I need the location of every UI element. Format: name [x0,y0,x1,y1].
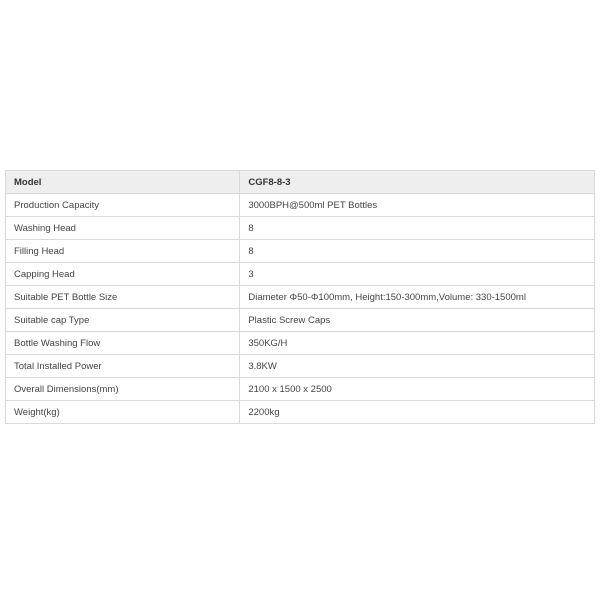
row-value: 8 [240,217,595,240]
row-value: 350KG/H [240,332,595,355]
row-label: Suitable cap Type [6,309,240,332]
row-label: Filling Head [6,240,240,263]
row-label: Capping Head [6,263,240,286]
row-label: Overall Dimensions(mm) [6,378,240,401]
row-label: Washing Head [6,217,240,240]
table-row [6,378,595,401]
row-value: 3 [240,263,595,286]
table-row [6,217,595,240]
row-value: 2100 x 1500 x 2500 [240,378,595,401]
row-value: 2200kg [240,401,595,424]
row-label: Total Installed Power [6,355,240,378]
table-row [6,240,595,263]
table-row [6,309,595,332]
row-label: Suitable PET Bottle Size [6,286,240,309]
row-value: 3000BPH@500ml PET Bottles [240,194,595,217]
table-header-row [6,171,595,194]
spec-table [5,170,595,424]
header-value-cell: CGF8-8-3 [240,171,595,194]
table-row [6,355,595,378]
row-value: 8 [240,240,595,263]
row-value: 3.8KW [240,355,595,378]
row-label: Bottle Washing Flow [6,332,240,355]
row-label: Production Capacity [6,194,240,217]
row-label: Weight(kg) [6,401,240,424]
table-row [6,286,595,309]
table-row [6,263,595,286]
table-row [6,332,595,355]
table-row [6,194,595,217]
header-label-cell: Model [6,171,240,194]
table-row [6,401,595,424]
row-value: Diameter Φ50-Φ100mm, Height:150-300mm,Volume: 330-1500ml [240,286,595,309]
row-value: Plastic Screw Caps [240,309,595,332]
